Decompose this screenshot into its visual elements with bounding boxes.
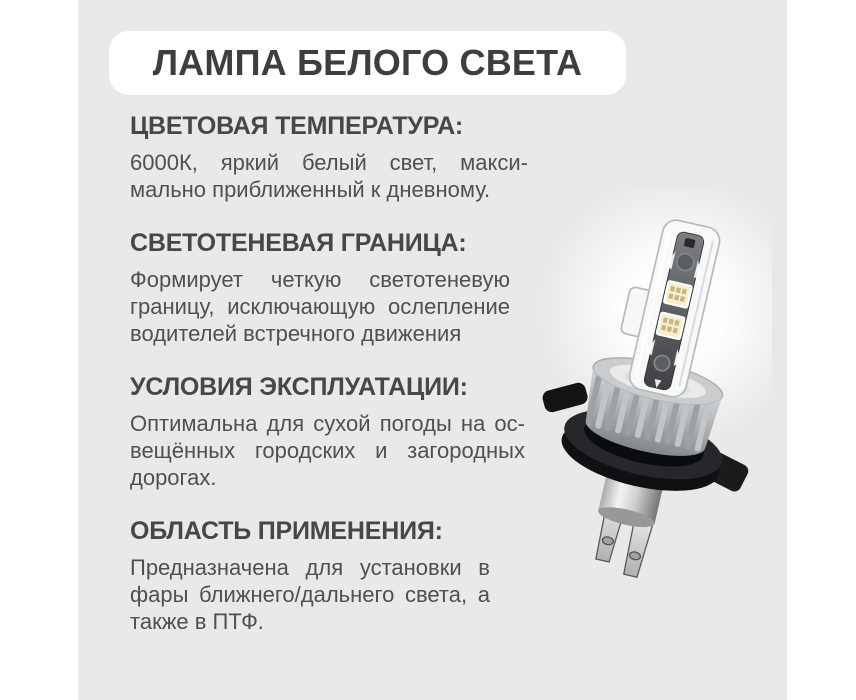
section-heading: ЦВЕТОВАЯ ТЕМПЕРАТУРА: <box>130 112 464 140</box>
feature-list <box>130 110 530 635</box>
section-heading: УСЛОВИЯ ЭКСПЛУАТАЦИИ: <box>130 373 468 401</box>
body-line: мально приближенный к дневному. <box>130 177 491 202</box>
section-body <box>130 149 528 203</box>
section-cutoff-line <box>130 227 530 347</box>
page-title: ЛАМПА БЕЛОГО СВЕТА <box>152 42 583 83</box>
section-heading: СВЕТОТЕНЕВАЯ ГРАНИЦА: <box>130 229 467 257</box>
section-operating-conditions <box>130 371 530 491</box>
body-line: также в ПТФ. <box>130 609 264 634</box>
body-line: Формирует четкую светотеневую <box>130 267 510 292</box>
body-line: Оптимальна для сухой погоды на ос- <box>130 411 525 436</box>
body-line: водителей встречного движения <box>130 321 462 346</box>
body-line: вещённых городских и загородных <box>130 438 525 463</box>
section-body <box>130 410 525 491</box>
body-line: дорогах. <box>130 465 217 490</box>
body-line: фары ближнего/дальнего света, а <box>130 582 490 607</box>
body-line: Предназначена для установки в <box>130 555 490 580</box>
body-line: 6000К, яркий белый свет, макси- <box>130 150 528 175</box>
section-heading: ОБЛАСТЬ ПРИМЕНЕНИЯ: <box>130 517 443 545</box>
title-badge <box>109 31 626 95</box>
body-line: границу, исключающую ослепление <box>130 294 510 319</box>
section-color-temperature <box>130 110 530 203</box>
section-application-area <box>130 515 530 635</box>
section-body <box>130 266 510 347</box>
section-body <box>130 554 490 635</box>
